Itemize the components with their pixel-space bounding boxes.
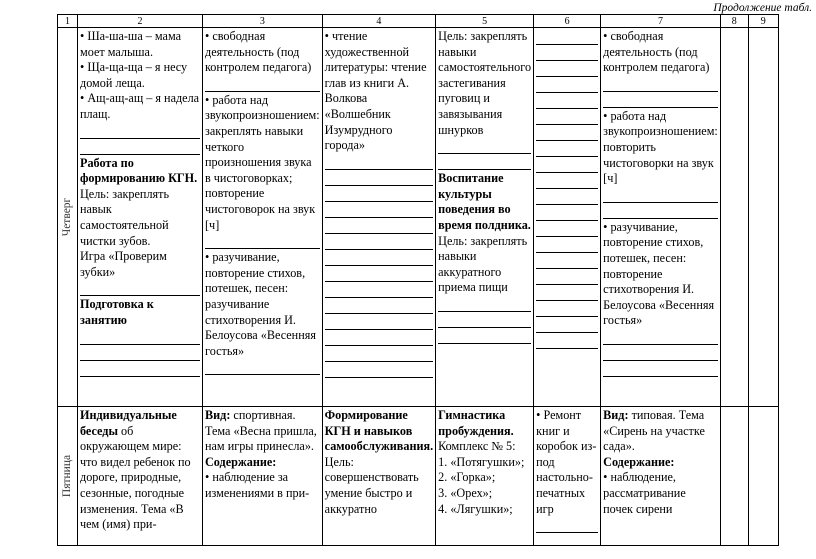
fill-line [438, 155, 531, 170]
cell-text [438, 29, 531, 138]
cell-text-span: Цель: совершенствовать умение быстро и аккуратно [324, 454, 419, 516]
fill-line [325, 155, 433, 170]
fill-line [536, 190, 598, 205]
fill-line [536, 334, 598, 349]
plan-cell [203, 407, 323, 546]
header-cell-1: 1 [58, 15, 78, 28]
cell-text-span: 2. «Горка»; [438, 470, 496, 485]
cell-text [603, 29, 718, 76]
cell-text [536, 408, 598, 517]
bold-label: Подготовка к занятию [80, 297, 154, 327]
plan-cell [322, 28, 435, 407]
cell-text-span: • разучивание, повторение стихов, потешек, песен: повторение стихотворения И. Белоусова «Весенняя гостья» [603, 219, 715, 328]
fill-line [536, 318, 598, 333]
cell-text-rest: спортивная. Тема «Весна пришла, нам игры принесла». [205, 408, 317, 454]
bold-label: Гимнастика пробуждения. [438, 408, 514, 438]
fill-line [325, 187, 433, 202]
cell-text-span: Цель: закреплять навыки аккуратного приема пищи [438, 233, 528, 295]
header-cell-2: 2 [78, 15, 203, 28]
cell-text [325, 408, 433, 455]
cell-text-rest: об окружающем мире: что видел ребенок по дороге, природные, сезонные, погодные изменения. Тема «В чем (имя) при- [80, 423, 191, 532]
plan-cell [720, 407, 748, 546]
cell-text-span: • наблюдение, рассматривание почек сирени [603, 470, 686, 516]
fill-line [325, 315, 433, 330]
cell-text-span: • Ремонт книг и коробок из-под настольно-печатных игр [536, 408, 597, 516]
fill-line [438, 139, 531, 154]
plan-cell [436, 407, 534, 546]
cell-text-span: 1. «Потягушки»; [438, 454, 525, 469]
cell-text [205, 218, 320, 234]
day-cell [58, 407, 78, 546]
cell-text-span: • разучивание, повторение стихов, потешек, песен: разучивание стихотворения И. Белоусова «Весенняя гостья» [205, 250, 316, 358]
fill-line [325, 251, 433, 266]
plan-cell [748, 407, 778, 546]
day-cell [58, 28, 78, 407]
cell-text [205, 29, 320, 76]
cell-text [80, 187, 200, 249]
cell-text [205, 455, 320, 471]
fill-line [536, 62, 598, 77]
plan-cell [748, 28, 778, 407]
cell-text [438, 455, 531, 471]
cell-text [603, 109, 718, 171]
fill-line [536, 206, 598, 221]
fill-line [536, 238, 598, 253]
fill-line [603, 362, 718, 377]
bold-label: Воспитание культуры поведения во время полдника. [438, 171, 531, 232]
fill-line [536, 110, 598, 125]
bold-label: Вид: [205, 408, 231, 422]
fill-line [603, 77, 718, 92]
cell-text [80, 60, 200, 91]
cell-text [205, 93, 320, 218]
fill-line [205, 360, 320, 375]
fill-line [80, 362, 200, 377]
fill-line [325, 299, 433, 314]
fill-line [536, 78, 598, 93]
cell-text-span: [ч] [205, 217, 220, 232]
bold-label: Вид: [603, 408, 629, 422]
plan-cell [78, 407, 203, 546]
cell-text-span: Цель: закреплять навыки самостоятельного застегивания пуговиц и завязывания шнурков [438, 29, 532, 137]
cell-text-span: Цель: закреплять навык самостоятельной чистки зубов. [80, 186, 170, 248]
cell-text [438, 470, 531, 486]
cell-text-span: • работа над звукопроизношением: закреплять навыки четкого произношения звука в чистоговорках; повторение чистоговорок на звук [205, 92, 320, 216]
cell-text [80, 249, 200, 280]
fill-line [536, 286, 598, 301]
fill-line [325, 331, 433, 346]
cell-text-rest: типовая. Тема «Сирень на участке сада». [603, 408, 705, 454]
plan-cell [436, 28, 534, 407]
cell-text-span: [ч] [603, 171, 618, 186]
plan-cell [601, 28, 721, 407]
cell-text [603, 470, 718, 517]
plan-cell [720, 28, 748, 407]
fill-line [603, 204, 718, 219]
cell-text [80, 91, 200, 122]
fill-line [80, 330, 200, 345]
day-label: Четверг [60, 197, 73, 237]
bold-label: Формирование КГН и навыков самообслуживания. [324, 408, 434, 454]
cell-text [80, 156, 200, 187]
fill-line [80, 346, 200, 361]
cell-text [80, 29, 200, 60]
day-row [58, 407, 779, 546]
cell-text [438, 486, 531, 502]
cell-text [603, 408, 718, 455]
bold-label: Работа по формированию КГН. [80, 155, 198, 186]
bold-label: Индивидуальные беседы [80, 408, 177, 438]
fill-line [603, 346, 718, 361]
cell-text [80, 408, 200, 533]
header-cell-4: 4 [322, 15, 435, 28]
fill-line [536, 270, 598, 285]
fill-line [536, 158, 598, 173]
cell-text-span: • работа над звукопроизношением: повторить чистоговорки на звук [603, 108, 718, 170]
fill-line [536, 46, 598, 61]
fill-line [325, 219, 433, 234]
cell-text-span: • свободная деятельность (под контролем педагога) [603, 29, 710, 75]
cell-text-span: • Ща-ща-ща – я несу домой леща. [80, 60, 188, 90]
cell-text-span: • Ащ-ащ-ащ – я надела плащ. [80, 91, 200, 121]
fill-line [80, 124, 200, 139]
fill-line [536, 302, 598, 317]
cell-text [438, 408, 531, 455]
cell-text [603, 455, 718, 471]
cell-text-span: • наблюдение за изменениями в при- [205, 470, 310, 500]
fill-line [536, 174, 598, 189]
cell-text [438, 171, 531, 233]
cell-text [325, 29, 433, 154]
fill-line [325, 203, 433, 218]
fill-line [325, 347, 433, 362]
cell-text [325, 455, 433, 517]
fill-line [205, 234, 320, 249]
table-caption: Продолжение табл. [713, 2, 812, 14]
cell-text-span: 3. «Орех»; [438, 485, 493, 500]
cell-text-span: • Ша-ша-ша – мама моет малыша. [80, 29, 181, 59]
day-row [58, 28, 779, 407]
plan-cell [322, 407, 435, 546]
fill-line [536, 222, 598, 237]
fill-line [80, 281, 200, 296]
header-cell-9: 9 [748, 15, 778, 28]
fill-line [536, 94, 598, 109]
header-cell-8: 8 [720, 15, 748, 28]
cell-text [438, 234, 531, 296]
fill-line [536, 30, 598, 45]
fill-line [325, 363, 433, 378]
fill-line [536, 518, 598, 533]
cell-text [438, 502, 531, 518]
header-cell-6: 6 [534, 15, 601, 28]
fill-line [325, 171, 433, 186]
day-label: Пятница [60, 454, 73, 498]
plan-cell [601, 407, 721, 546]
bold-label: Содержание: [205, 454, 277, 469]
cell-text [205, 250, 320, 359]
fill-line [603, 93, 718, 108]
cell-text-rest: Комплекс № 5: [438, 439, 516, 454]
cell-text [603, 220, 718, 329]
fill-line [438, 329, 531, 344]
plan-cell [203, 28, 323, 407]
fill-line [325, 283, 433, 298]
fill-line [205, 77, 320, 92]
plan-cell [534, 28, 601, 407]
fill-line [536, 142, 598, 157]
cell-text-span: • свободная деятельность (под контролем педагога) [205, 29, 312, 75]
fill-line [438, 313, 531, 328]
cell-text [80, 297, 200, 328]
plan-cell [534, 407, 601, 546]
bold-label: Содержание: [603, 454, 675, 469]
fill-line [325, 267, 433, 282]
fill-line [80, 140, 200, 155]
fill-line [438, 297, 531, 312]
fill-line [325, 235, 433, 250]
header-cell-3: 3 [203, 15, 323, 28]
plan-table [57, 14, 779, 546]
fill-line [536, 254, 598, 269]
cell-text-span: Игра «Проверим зубки» [80, 249, 167, 279]
cell-text [205, 470, 320, 501]
cell-text [603, 171, 718, 187]
cell-text [205, 408, 320, 455]
cell-text-span: • чтение художественной литературы: чтение глав из книги А. Волкова «Волшебник Изумрудного города» [324, 29, 427, 153]
fill-line [603, 330, 718, 345]
fill-line [536, 126, 598, 141]
header-cell-7: 7 [601, 15, 721, 28]
header-cell-5: 5 [436, 15, 534, 28]
cell-text-span: 4. «Лягушки»; [438, 501, 513, 516]
fill-line [603, 188, 718, 203]
plan-cell [78, 28, 203, 407]
